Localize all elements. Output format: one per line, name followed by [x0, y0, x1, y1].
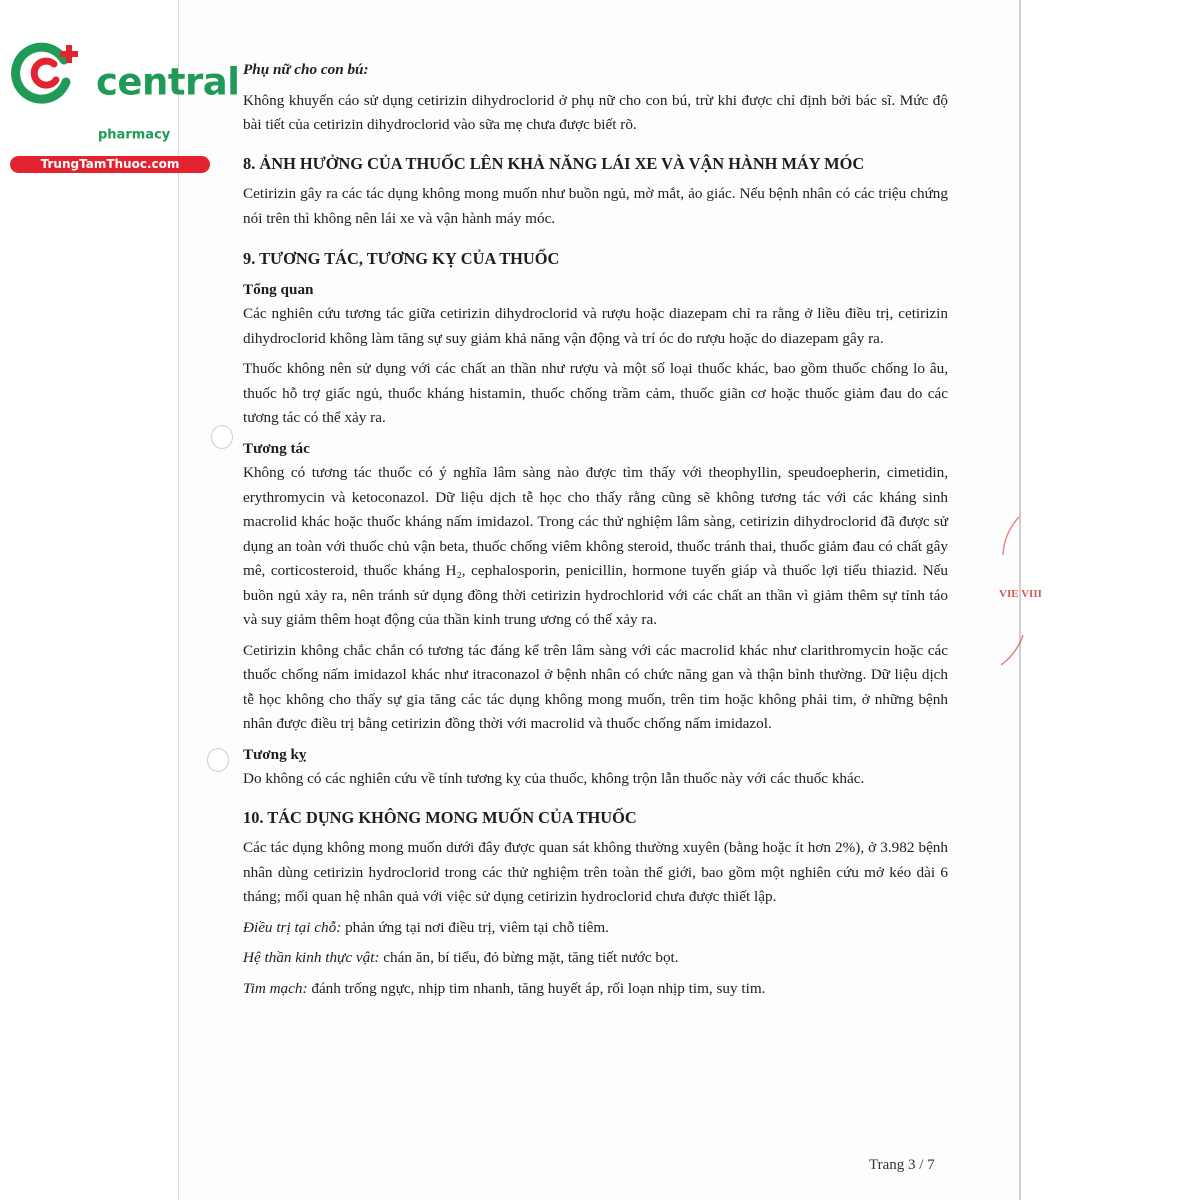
red-stamp-fragment	[995, 515, 1042, 665]
interaction-paragraph-2: Cetirizin không chắc chắn có tương tác đáng kể trên lâm sàng với các macrolid khác như clarithromycin hoặc các thuốc chống nấm imidazol khác như itraconazol ở bệnh nhân có chức năng gan và thận bình thường. Dữ liệu dịch tễ học không cho thấy sự gia tăng các tác dụng không mong muốn, trên tim hoặc không phải tim, ở những bệnh nhân được điều trị bằng cetirizin đồng thời với macrolid và thuốc chống nấm imidazol.	[243, 641, 948, 732]
logo-subtitle: pharmacy	[98, 127, 171, 143]
side-effect-item	[243, 916, 948, 941]
section-9-title: 9. TƯƠNG TÁC, TƯƠNG KỴ CỦA THUỐC	[243, 249, 560, 268]
side-effect-label: Tim mạch:	[243, 979, 308, 997]
side-effect-item	[243, 977, 948, 1002]
overview-heading: Tổng quan	[243, 280, 314, 298]
punch-hole	[211, 425, 233, 449]
stamp-text: VIE VIII	[999, 588, 1042, 600]
section-8-text: Cetirizin gây ra các tác dụng không mong muốn như buồn ngủ, mờ mắt, ảo giác. Nếu bệnh nhân có các triệu chứng nói trên thì không nên lái xe và vận hành máy móc.	[243, 185, 948, 227]
section-8-title: 8. ẢNH HƯỞNG CỦA THUỐC LÊN KHẢ NĂNG LÁI XE VÀ VẬN HÀNH MÁY MÓC	[243, 153, 865, 173]
side-effect-text: phản ứng tại nơi điều trị, viêm tại chỗ tiêm.	[341, 918, 609, 936]
side-effect-item	[243, 946, 948, 971]
logo-url[interactable]: TrungTamThuoc.com	[10, 156, 210, 173]
section-10-title: 10. TÁC DỤNG KHÔNG MONG MUỐN CỦA THUỐC	[243, 807, 637, 827]
side-effect-text: đánh trống ngực, nhịp tim nhanh, tăng huyết áp, rối loạn nhịp tim, suy tim.	[307, 979, 766, 997]
document-content	[243, 58, 948, 1001]
overview-paragraph-1: Các nghiên cứu tương tác giữa cetirizin dihydroclorid và rượu hoặc diazepam chỉ ra rằng ở liều điều trị, cetirizin dihydroclorid không làm tăng sự suy giảm khả năng vận động và trí óc do rượu hoặc do diazepam gây ra.	[243, 305, 948, 347]
brand-logo[interactable]	[10, 38, 240, 171]
central-pharmacy-logo-icon	[10, 38, 82, 110]
breastfeeding-text: Không khuyến cáo sử dụng cetirizin dihydroclorid ở phụ nữ cho con bú, trừ khi được chỉ định bởi bác sĩ. Mức độ bài tiết của cetirizin dihydroclorid vào sữa mẹ chưa được biết rõ.	[243, 91, 948, 133]
page-number: Trang 3 / 7	[869, 1157, 935, 1173]
section-10-intro: Các tác dụng không mong muốn dưới đây được quan sát không thường xuyên (bằng hoặc ít hơn 2%), ở 3.982 bệnh nhân dùng cetirizin hydroclorid trong các thử nghiệm trên toàn thế giới, bao gồm một nghiên cứu mở kéo dài 6 tháng; mối quan hệ nhân quả với việc sử dụng cetirizin hydroclorid chưa được thiết lập.	[243, 839, 948, 905]
breastfeeding-heading: Phụ nữ cho con bú:	[243, 61, 369, 78]
interaction-paragraph-1: Không có tương tác thuốc có ý nghĩa lâm sàng nào được tìm thấy với theophyllin, speudoepherin, cimetidin, erythromycin và ketoconazol. Dữ liệu dịch tễ học cho thấy rằng cũng sẽ không tương tác với các kháng sinh macrolid khác hoặc thuốc kháng nấm imidazol. Trong các thử nghiệm lâm sàng, cetirizin dihydroclorid đã được sử dụng an toàn với thuốc chủ vận beta, thuốc chống viêm không steroid, thuốc tránh thai, thuốc giảm đau có chất gây mê, corticosteroid, thuốc kháng H₂, cephalosporin, penicillin, hormone tuyến giáp và thuốc lợi tiểu thiazid. Nếu buồn ngủ xảy ra, nên tránh sử dụng đồng thời cetirizin hydrochlorid với các chất an thần vì giảm thêm sự tỉnh táo và suy giảm thêm hoạt động của thần kinh trung ương có thể xảy ra.	[243, 464, 948, 628]
incompatibility-text: Do không có các nghiên cứu về tính tương kỵ của thuốc, không trộn lẫn thuốc này với các thuốc khác.	[243, 770, 865, 787]
interaction-heading: Tương tác	[243, 439, 310, 457]
punch-hole	[207, 748, 229, 772]
incompatibility-heading: Tương kỵ	[243, 745, 307, 763]
side-effect-label: Điều trị tại chỗ:	[243, 918, 342, 936]
side-effect-label: Hệ thần kinh thực vật:	[243, 949, 380, 966]
side-effect-text: chán ăn, bí tiểu, đỏ bừng mặt, tăng tiết nước bọt.	[379, 949, 679, 966]
overview-paragraph-2: Thuốc không nên sử dụng với các chất an thần như rượu và một số loại thuốc khác, bao gồm thuốc chống lo âu, thuốc hỗ trợ giấc ngủ, thuốc kháng histamin, thuốc chống trầm cảm, thuốc giãn cơ hoặc thuốc giảm đau do các tương tác có thể xảy ra.	[243, 360, 948, 426]
logo-name: central	[96, 60, 240, 104]
